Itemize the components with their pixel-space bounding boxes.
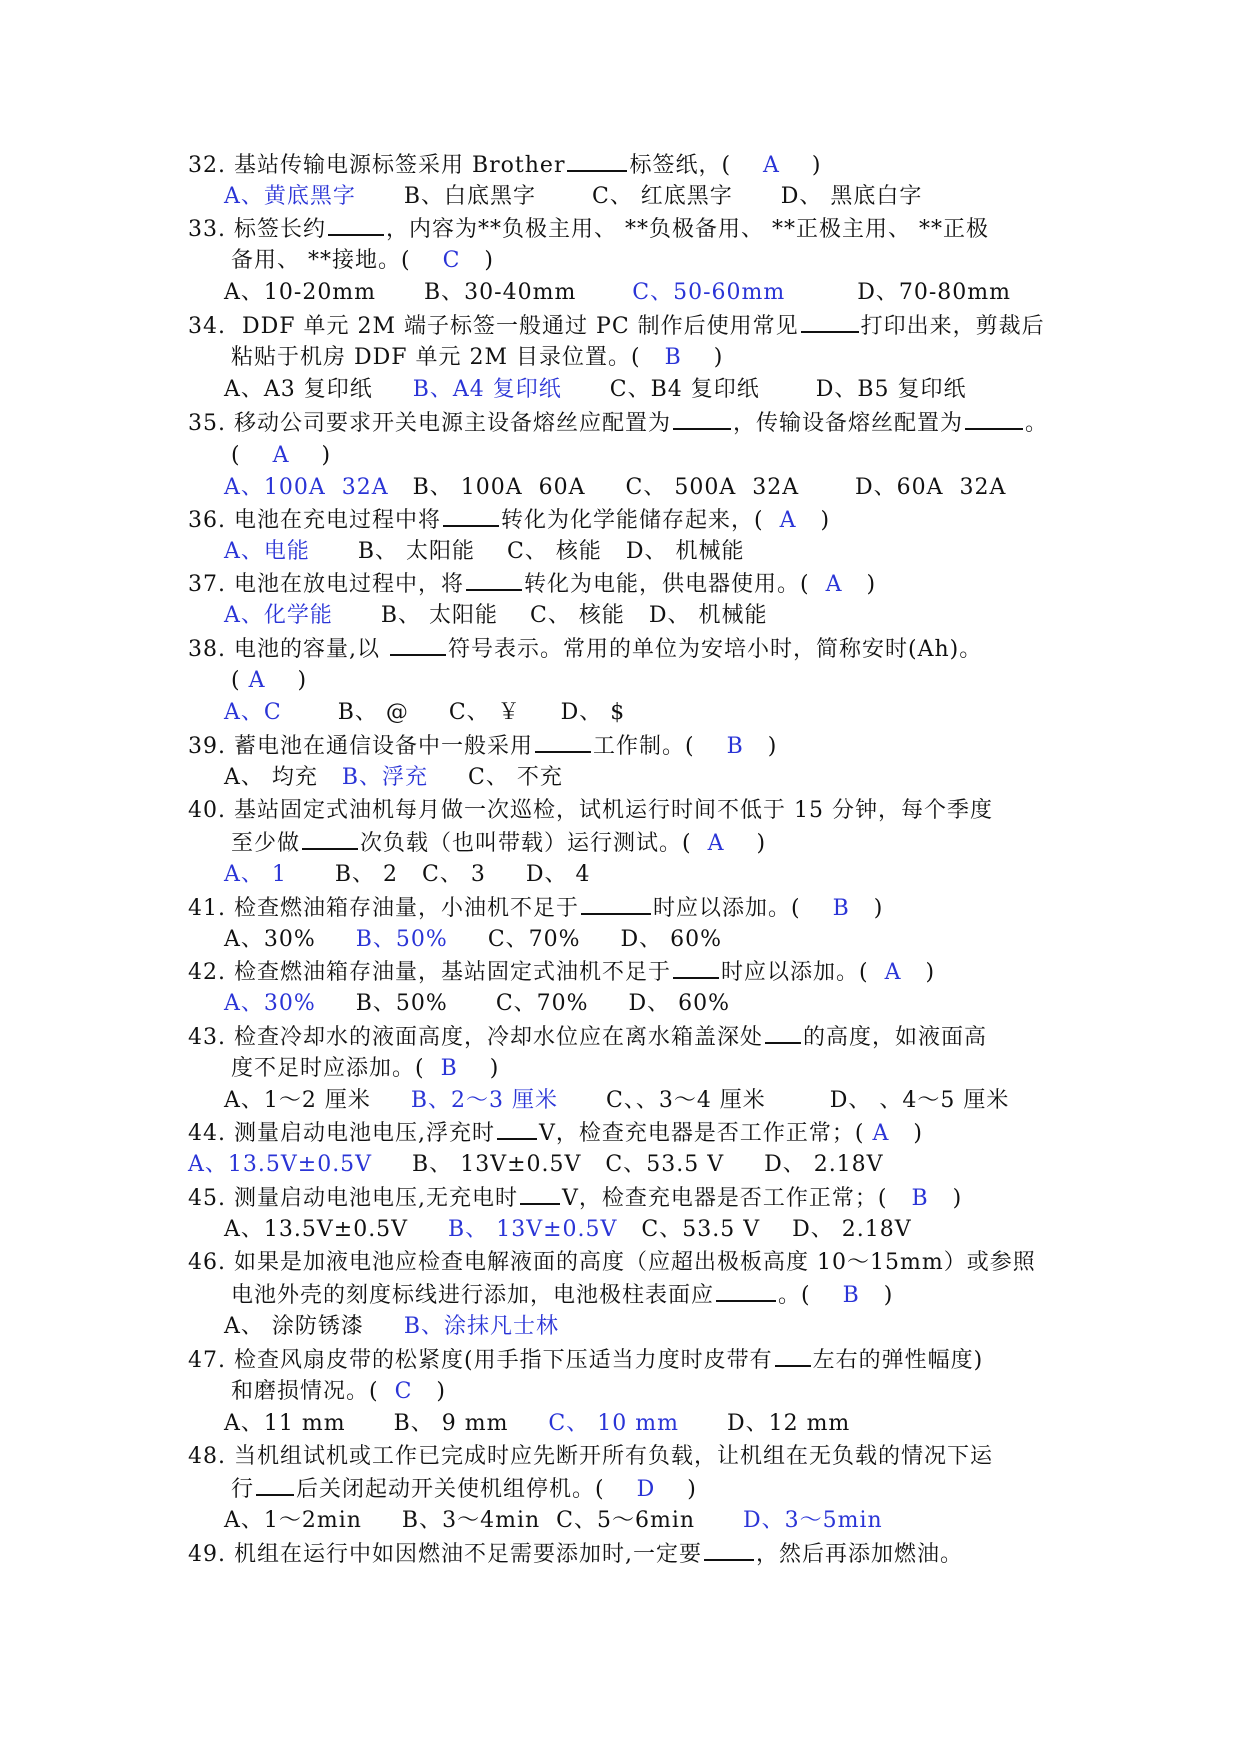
answer-blank (497, 1118, 537, 1140)
option-d: D、 60% (620, 927, 723, 952)
answer-blank (801, 311, 859, 333)
question-number: 42. (188, 960, 226, 985)
stem-text: ，传输设备熔丝配置为 (733, 411, 964, 436)
option-c: C、B4 复印纸 (609, 377, 760, 402)
question-number: 38. (188, 637, 226, 662)
question-47-stem (188, 1345, 983, 1375)
question-35-stem-cont (231, 441, 331, 471)
question-41-options (224, 925, 722, 955)
question-33-stem-cont (231, 246, 494, 276)
stem-text: 基站固定式油机每月做一次巡检，试机运行时间不低于 15 分钟，每个季度 (234, 798, 993, 823)
stem-text: 电池的容量,以 (234, 637, 388, 662)
stem-text: ) (811, 153, 822, 178)
question-32-options (224, 182, 922, 212)
option-b: B、 2 (334, 862, 399, 887)
answer-key: C (442, 248, 461, 273)
stem-text: ( (231, 443, 241, 468)
question-42-stem (188, 957, 935, 987)
question-number: 49. (188, 1542, 226, 1567)
stem-text: ，然后再添加燃油。 (756, 1542, 964, 1567)
question-48-stem (188, 1442, 993, 1472)
option-c: C、5～6min (556, 1508, 696, 1533)
question-33-options (224, 278, 1011, 308)
option-d: D、12 mm (726, 1411, 851, 1436)
question-33-stem (188, 214, 989, 244)
stem-text: ) (321, 443, 332, 468)
stem-text: ) (767, 734, 778, 759)
stem-text: 打印出来，剪裁后 (860, 314, 1045, 339)
answer-key: D (636, 1477, 656, 1502)
question-number: 40. (188, 798, 226, 823)
question-38-options (224, 698, 625, 728)
stem-text: 基站传输电源标签采用 Brother (234, 153, 566, 178)
option-a: A、100A 32A (224, 475, 389, 500)
option-a: A、30% (224, 927, 316, 952)
option-d: D、60A 32A (855, 475, 1007, 500)
option-d: D、3～5min (743, 1508, 883, 1533)
answer-blank (716, 1280, 776, 1302)
option-c: C、50-60mm (632, 280, 786, 305)
option-c: C、70% (495, 991, 589, 1016)
option-c: C、 不充 (468, 765, 563, 790)
stem-text: 检查风扇皮带的松紧度(用手指下压适当力度时皮带有 (234, 1348, 773, 1373)
option-a: A、13.5V±0.5V (224, 1217, 409, 1242)
stem-text: 后关闭起动开关使机组停机。( (296, 1477, 605, 1502)
question-number: 34. (188, 314, 226, 339)
question-35-stem (188, 408, 1048, 438)
answer-blank (673, 957, 719, 979)
question-45-options (224, 1215, 912, 1245)
question-43-stem-cont (231, 1054, 499, 1084)
option-d: D、70-80mm (857, 280, 1012, 305)
answer-blank (443, 505, 499, 527)
stem-text: ) (297, 668, 308, 693)
answer-key: B (440, 1056, 458, 1081)
answer-key: B (664, 345, 682, 370)
stem-text: ) (713, 345, 724, 370)
stem-text: 当机组试机或工作已完成时应先断开所有负载，让机组在无负载的情况下运 (234, 1444, 994, 1469)
option-a: A、黄底黑字 (224, 184, 356, 209)
stem-text: 次负载（也叫带载）运行测试。( (360, 831, 692, 856)
question-number: 35. (188, 411, 226, 436)
answer-blank (535, 731, 591, 753)
option-d: D、 机械能 (625, 539, 745, 564)
question-36-stem (188, 505, 830, 535)
question-number: 32. (188, 153, 226, 178)
question-46-stem (188, 1248, 1036, 1278)
answer-key: A (779, 508, 797, 533)
answer-key: A (825, 572, 843, 597)
stem-text: 如果是加液电池应检查电解液面的高度（应超出极板高度 10～15mm）或参照 (234, 1250, 1036, 1275)
question-number: 37. (188, 572, 226, 597)
option-c: C、 核能 (530, 603, 625, 628)
option-b: B、3～4min (401, 1508, 541, 1533)
option-d: D、 $ (560, 700, 626, 725)
option-d: D、 2.18V (764, 1152, 884, 1177)
question-number: 47. (188, 1348, 226, 1373)
option-b: B、30-40mm (424, 280, 577, 305)
option-b: B、2～3 厘米 (410, 1088, 559, 1113)
question-40-stem (188, 796, 993, 826)
stem-text: 时应以添加。( (721, 960, 869, 985)
stem-text: V，检查充电器是否工作正常；( (539, 1121, 865, 1146)
question-number: 36. (188, 508, 226, 533)
option-c: C、 红底黑字 (591, 184, 733, 209)
stem-text: 标签长约 (234, 217, 327, 242)
question-49-stem (188, 1539, 963, 1569)
question-36-options (224, 537, 744, 567)
answer-blank (567, 150, 627, 172)
question-46-options (224, 1312, 559, 1342)
option-d: D、 黑底白字 (780, 184, 923, 209)
stem-text: ) (866, 572, 877, 597)
stem-text: ) (925, 960, 936, 985)
option-c: C、 核能 (507, 539, 602, 564)
option-a: A、电能 (224, 539, 310, 564)
option-c: C、、3～4 厘米 (605, 1088, 766, 1113)
question-46-stem-cont (231, 1280, 893, 1310)
option-b: B、白底黑字 (403, 184, 537, 209)
option-b: B、 13V±0.5V (448, 1217, 618, 1242)
stem-text: 机组在运行中如因燃油不足需要添加时,一定要 (234, 1542, 702, 1567)
question-number: 48. (188, 1444, 226, 1469)
answer-key: A (707, 831, 725, 856)
stem-text: 检查燃油箱存油量，小油机不足于 (234, 896, 580, 921)
question-48-stem-cont (231, 1474, 697, 1504)
stem-text: 检查燃油箱存油量，基站固定式油机不足于 (234, 960, 672, 985)
answer-key: A (884, 960, 902, 985)
stem-text: ) (883, 1283, 894, 1308)
option-b: B、 @ (337, 700, 409, 725)
answer-key: A (272, 443, 290, 468)
answer-blank (581, 893, 651, 915)
stem-text: ) (687, 1477, 697, 1502)
answer-blank (520, 1183, 560, 1205)
option-a: A、 均充 (224, 765, 318, 790)
answer-blank (775, 1345, 811, 1367)
stem-text: ，内容为**负极主用、 **负极备用、 **正极主用、 **正极 (386, 217, 989, 242)
stem-text: 电池在放电过程中，将 (234, 572, 465, 597)
question-number: 33. (188, 217, 226, 242)
stem-text: 。( (778, 1283, 811, 1308)
answer-key: A (248, 668, 266, 693)
option-b: B、涂抹凡士林 (403, 1314, 560, 1339)
stem-text: 符号表示。常用的单位为安培小时，简称安时(Ah)。 (448, 637, 983, 662)
option-b: B、浮充 (341, 765, 429, 790)
stem-text: ) (952, 1186, 963, 1211)
question-39-options (224, 763, 563, 793)
stem-text: 左右的弹性幅度) (812, 1348, 984, 1373)
question-38-stem (188, 634, 982, 664)
stem-text: ) (756, 831, 767, 856)
question-35-options (224, 473, 1006, 503)
stem-text: ) (484, 248, 494, 273)
answer-blank (390, 634, 446, 656)
question-40-stem-cont (231, 828, 766, 858)
question-38-stem-cont (231, 666, 307, 696)
answer-key: B (726, 734, 744, 759)
option-a: A、11 mm (224, 1411, 346, 1436)
option-a: A、 涂防锈漆 (224, 1314, 364, 1339)
question-number: 46. (188, 1250, 226, 1275)
option-d: D、 60% (628, 991, 731, 1016)
question-48-options (224, 1506, 883, 1536)
option-d: D、 、4～5 厘米 (829, 1088, 1010, 1113)
question-number: 44. (188, 1121, 226, 1146)
stem-text: ) (873, 896, 884, 921)
question-32-stem (188, 150, 822, 180)
option-c: C、 500A 32A (625, 475, 800, 500)
option-c: C、 10 mm (548, 1411, 679, 1436)
question-43-stem (188, 1022, 987, 1052)
answer-key: A (872, 1121, 890, 1146)
option-b: B、 太阳能 (357, 539, 476, 564)
stem-text: 粘贴于机房 DDF 单元 2M 目录位置。( (231, 345, 641, 370)
option-a: A、1～2 厘米 (224, 1088, 371, 1113)
option-a: A、1～2min (224, 1508, 362, 1533)
question-39-stem (188, 731, 777, 761)
stem-text: 至少做 (231, 831, 301, 856)
answer-key: B (911, 1186, 929, 1211)
question-number: 41. (188, 896, 226, 921)
option-c: C、70% (487, 927, 581, 952)
option-a: A、A3 复印纸 (224, 377, 373, 402)
option-d: D、 2.18V (792, 1217, 912, 1242)
question-34-options (224, 375, 967, 405)
answer-blank (256, 1474, 294, 1496)
question-34-stem-cont (231, 343, 723, 373)
question-44-options (188, 1150, 884, 1180)
answer-blank (302, 828, 358, 850)
option-c: C、 ￥ (448, 700, 521, 725)
question-number: 45. (188, 1186, 226, 1211)
stem-text: 。 (1025, 411, 1049, 436)
answer-key: B (832, 896, 850, 921)
option-c: C、53.5 V (605, 1152, 725, 1177)
answer-blank (328, 214, 384, 236)
question-44-stem (188, 1118, 923, 1148)
option-a: A、化学能 (224, 603, 333, 628)
stem-text: V，检查充电器是否工作正常；( (562, 1186, 888, 1211)
option-b: B、A4 复印纸 (412, 377, 562, 402)
question-42-options (224, 989, 730, 1019)
option-d: D、 机械能 (648, 603, 768, 628)
stem-text: 和磨损情况。( (231, 1379, 379, 1404)
stem-text: 移动公司要求开关电源主设备熔丝应配置为 (234, 411, 672, 436)
option-a: A、C (224, 700, 282, 725)
stem-text: 转化为化学能储存起来，( (501, 508, 764, 533)
question-34-stem (188, 311, 1045, 341)
question-40-options (224, 860, 590, 890)
option-c: C、 3 (422, 862, 486, 887)
option-c: C、53.5 V (641, 1217, 761, 1242)
answer-key: A (763, 153, 780, 178)
option-a: A、 1 (224, 862, 287, 887)
stem-text: ) (489, 1056, 500, 1081)
option-b: B、 13V±0.5V (412, 1152, 582, 1177)
question-45-stem (188, 1183, 962, 1213)
stem-text: ) (913, 1121, 923, 1146)
answer-key: C (394, 1379, 413, 1404)
stem-text: ( (231, 668, 241, 693)
stem-text: ) (436, 1379, 447, 1404)
answer-blank (765, 1022, 801, 1044)
stem-text: 检查冷却水的液面高度，冷却水位应在离水箱盖深处 (234, 1025, 764, 1050)
stem-text: 测量启动电池电压,浮充时 (234, 1121, 495, 1146)
option-a: A、13.5V±0.5V (188, 1152, 373, 1177)
stem-text: 测量启动电池电压,无充电时 (234, 1186, 518, 1211)
answer-blank (965, 408, 1023, 430)
option-a: A、30% (224, 991, 316, 1016)
option-b: B、50% (355, 991, 448, 1016)
stem-text: 的高度，如液面高 (803, 1025, 988, 1050)
question-47-stem-cont (231, 1377, 446, 1407)
answer-blank (466, 569, 522, 591)
question-47-options (224, 1409, 850, 1439)
stem-text: 备用、 **接地。( (231, 248, 411, 273)
option-d: D、 4 (525, 862, 591, 887)
stem-text: 标签纸，( (629, 153, 732, 178)
stem-text: 电池在充电过程中将 (234, 508, 442, 533)
option-a: A、10-20mm (224, 280, 377, 305)
stem-text: ) (820, 508, 831, 533)
answer-blank (673, 408, 731, 430)
answer-blank (704, 1539, 754, 1561)
stem-text: 工作制。( (593, 734, 695, 759)
stem-text: 电池外壳的刻度标线进行添加，电池极柱表面应 (231, 1283, 715, 1308)
question-41-stem (188, 893, 883, 923)
option-b: B、 太阳能 (380, 603, 499, 628)
stem-text: 度不足时应添加。( (231, 1056, 425, 1081)
stem-text: 时应以添加。( (653, 896, 801, 921)
stem-text: 蓄电池在通信设备中一般采用 (234, 734, 534, 759)
question-number: 39. (188, 734, 226, 759)
option-b: B、 100A 60A (412, 475, 586, 500)
answer-key: B (842, 1283, 860, 1308)
option-b: B、 9 mm (393, 1411, 509, 1436)
question-37-options (224, 601, 767, 631)
stem-text: 转化为电能，供电器使用。( (524, 572, 810, 597)
option-d: D、B5 复印纸 (815, 377, 967, 402)
stem-text: 行 (231, 1477, 255, 1502)
question-37-stem (188, 569, 876, 599)
question-number: 43. (188, 1025, 226, 1050)
question-43-options (224, 1086, 1009, 1116)
stem-text: DDF 单元 2M 端子标签一般通过 PC 制作后使用常见 (242, 314, 799, 339)
option-b: B、50% (355, 927, 448, 952)
